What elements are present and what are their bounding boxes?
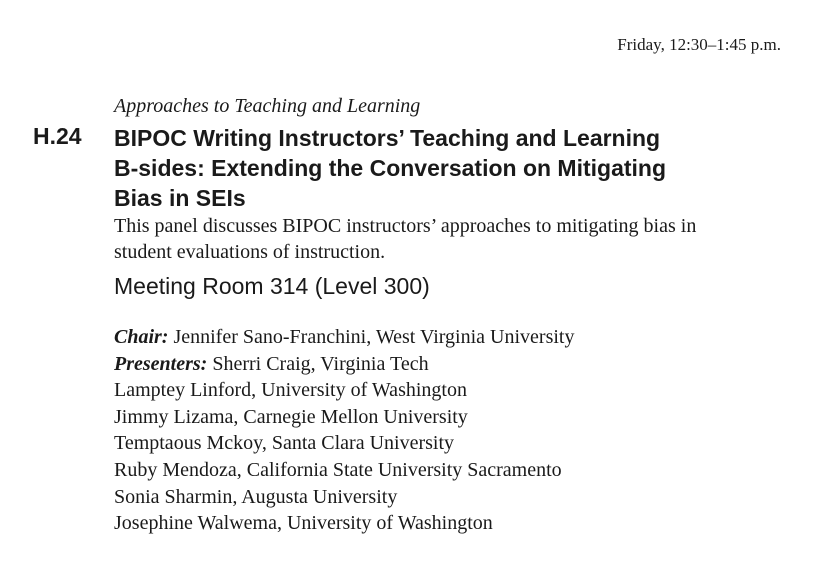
presenter-name: Sherri Craig, Virginia Tech [212,352,429,375]
session-id: H.24 [33,123,82,149]
session-time: Friday, 12:30–1:45 p.m. [617,35,781,54]
chair-label: Chair: [114,326,169,348]
presenter-name: Josephine Walwema, University of Washington [114,512,493,535]
people-list [114,324,574,537]
description-line: This panel discusses BIPOC instructors’ approaches to mitigating bias in [114,215,697,237]
meeting-room: Meeting Room 314 (Level 300) [114,273,430,299]
chair-line [114,324,574,351]
session-title-line: Bias in SEIs [114,185,246,211]
presenter-name: Ruby Mendoza, California State University Sacramento [114,458,562,481]
presenter-name: Jimmy Lizama, Carnegie Mellon University [114,405,468,428]
presenters-line [114,351,574,378]
presenter-name: Temptaous Mckoy, Santa Clara University [114,432,455,455]
presenter-name: Sonia Sharmin, Augusta University [114,485,398,508]
session-title-line: BIPOC Writing Instructors’ Teaching and Learning [114,125,661,151]
chair-name: Jennifer Sano-Franchini, West Virginia University [173,326,575,348]
description-line: student evaluations of instruction. [114,241,386,263]
session-title-line: B-sides: Extending the Conversation on Mitigating [114,155,667,181]
presenter-name: Lamptey Linford, University of Washington [114,379,467,402]
presenters-label: Presenters: [114,352,208,375]
session-description [114,213,696,265]
session-category: Approaches to Teaching and Learning [114,95,421,117]
session-title [114,123,754,213]
